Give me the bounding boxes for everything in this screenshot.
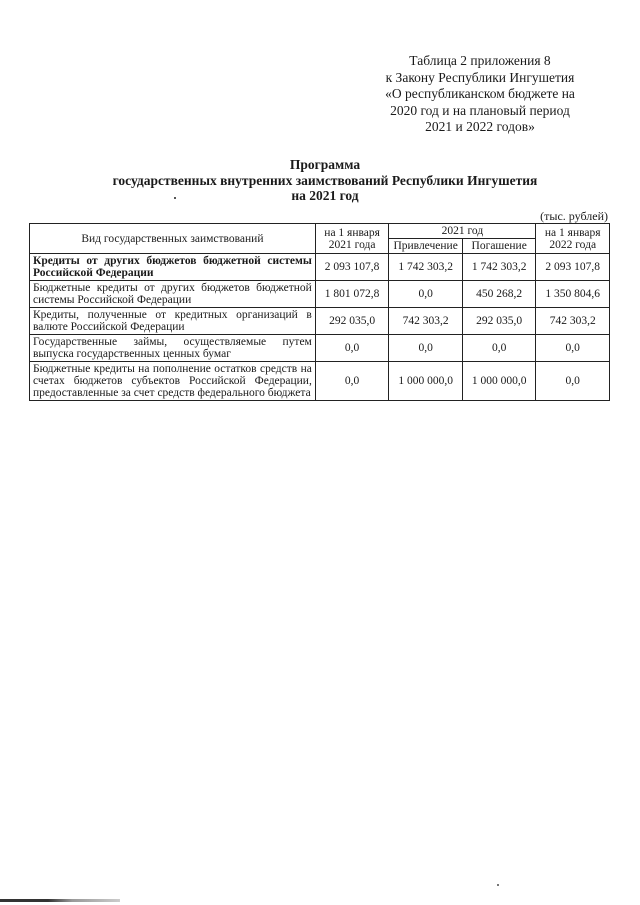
row-attraction-value: 0,0: [389, 335, 463, 362]
row-repayment-value: 0,0: [462, 335, 536, 362]
row-end-value: 0,0: [536, 362, 610, 401]
header-end-balance: [536, 224, 610, 254]
row-attraction-value: 1 742 303,2: [389, 254, 463, 281]
row-attraction-value: 742 303,2: [389, 308, 463, 335]
title-line-subject: государственных внутренних заимствований Республики Ингушетия: [112, 172, 538, 188]
scan-speck: [174, 197, 176, 199]
row-name: Государственные займы, осуществляемые путем выпуска государственных ценных бумаг: [30, 335, 316, 362]
row-start-value: 2 093 107,8: [315, 254, 389, 281]
table-row: [30, 362, 610, 401]
row-start-value: 0,0: [315, 335, 389, 362]
header-repayment: Погашение: [462, 239, 536, 254]
row-name: Бюджетные кредиты от других бюджетов бюджетной системы Российской Федерации: [30, 281, 316, 308]
row-name: Кредиты, полученные от кредитных организаций в валюте Российской Федерации: [30, 308, 316, 335]
scan-speck: [497, 884, 499, 886]
units-label: (тыс. рублей): [540, 209, 608, 223]
row-name: Кредиты от других бюджетов бюджетной системы Российской Федерации: [30, 254, 316, 281]
table-row: [30, 335, 610, 362]
appendix-reference: [360, 53, 600, 136]
row-repayment-value: 292 035,0: [462, 308, 536, 335]
row-end-value: 742 303,2: [536, 308, 610, 335]
title-line-program: Программа: [289, 157, 361, 172]
table-row: [30, 254, 610, 281]
header-end-line2: 2022 года: [549, 238, 597, 251]
header-start-line1: на 1 января: [324, 226, 380, 239]
header-year-group: 2021 год: [389, 224, 536, 239]
row-end-value: 2 093 107,8: [536, 254, 610, 281]
row-repayment-value: 1 000 000,0: [462, 362, 536, 401]
title-line-year: на 2021 год: [291, 188, 359, 203]
header-attraction: Привлечение: [389, 239, 463, 254]
appendix-line: 2021 и 2022 годов»: [425, 119, 535, 134]
row-attraction-value: 1 000 000,0: [389, 362, 463, 401]
scan-edge-mark: [0, 899, 120, 902]
appendix-line: 2020 год и на плановый период: [390, 102, 570, 118]
row-end-value: 0,0: [536, 335, 610, 362]
row-repayment-value: 450 268,2: [462, 281, 536, 308]
row-start-value: 0,0: [315, 362, 389, 401]
appendix-line: к Закону Республики Ингушетия: [385, 69, 575, 85]
row-start-value: 1 801 072,8: [315, 281, 389, 308]
header-start-line2: 2021 года: [328, 238, 376, 251]
document-title: [60, 157, 590, 204]
table-row: [30, 281, 610, 308]
row-repayment-value: 1 742 303,2: [462, 254, 536, 281]
row-start-value: 292 035,0: [315, 308, 389, 335]
row-end-value: 1 350 804,6: [536, 281, 610, 308]
header-borrowing-type: Вид государственных заимствований: [30, 224, 316, 254]
header-end-line1: на 1 января: [544, 226, 601, 239]
row-name: Бюджетные кредиты на пополнение остатков средств на счетах бюджетов субъектов Российской Федерации, предоставленные за счет средств федерального бюджета: [30, 362, 316, 401]
header-start-balance: [315, 224, 389, 254]
table-row: [30, 308, 610, 335]
appendix-line: Таблица 2 приложения 8: [409, 53, 551, 68]
row-attraction-value: 0,0: [389, 281, 463, 308]
borrowing-table: [29, 223, 610, 401]
appendix-line: «О республиканском бюджете на: [385, 86, 575, 101]
header-row: [30, 224, 610, 239]
